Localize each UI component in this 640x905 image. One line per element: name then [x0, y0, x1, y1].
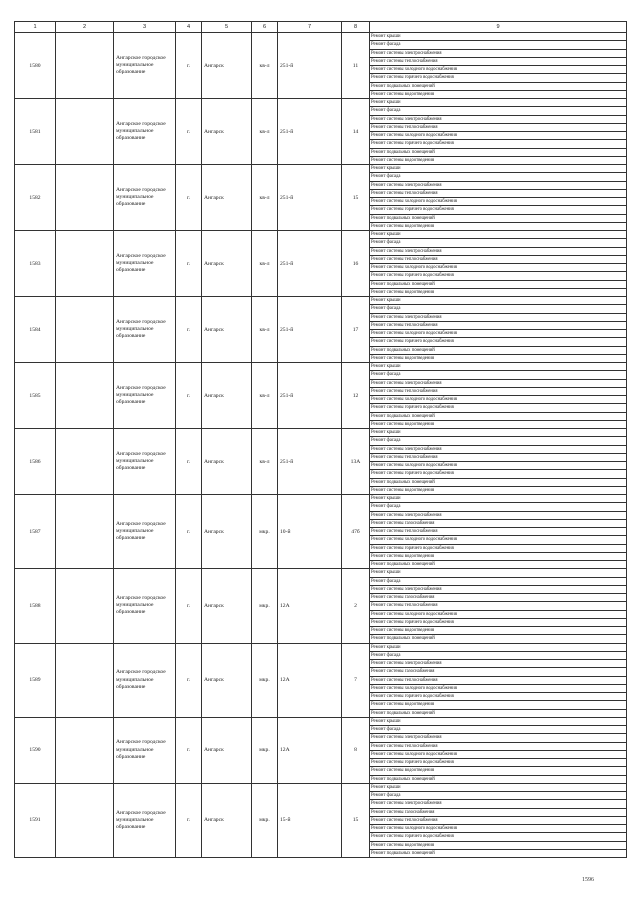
work-type: Ремонт подвальных помещений	[370, 775, 627, 783]
work-type: Ремонт крыши	[370, 231, 627, 239]
work-type: Ремонт подвальных помещений	[370, 561, 627, 569]
work-type: Ремонт системы водоотведения	[370, 627, 627, 635]
settlement-name: Ангарск	[202, 495, 252, 569]
work-type: Ремонт системы горячего водоснабжения	[370, 833, 627, 841]
work-type: Ремонт системы холодного водоснабжения	[370, 396, 627, 404]
column-header-9: 9	[370, 22, 627, 33]
work-type: Ремонт системы горячего водоснабжения	[370, 140, 627, 148]
record-number: 1586	[15, 429, 56, 495]
house-number: 8	[342, 717, 370, 783]
house-number: 15	[342, 165, 370, 231]
work-type: Ремонт системы холодного водоснабжения	[370, 330, 627, 338]
table-row	[15, 363, 627, 371]
street-name: 251-й	[278, 231, 342, 297]
work-type: Ремонт системы водоотведения	[370, 767, 627, 775]
municipality-name: Ангарское городское муниципальное образование	[114, 99, 176, 165]
work-type: Ремонт фасада	[370, 792, 627, 800]
work-type: Ремонт крыши	[370, 429, 627, 437]
column-header-8: 8	[342, 22, 370, 33]
street-type: кв-л	[252, 297, 278, 363]
house-number: 7	[342, 643, 370, 717]
street-name: 251-й	[278, 363, 342, 429]
settlement-type: г.	[176, 495, 202, 569]
work-type: Ремонт системы водоотведения	[370, 841, 627, 849]
work-type: Ремонт системы холодного водоснабжения	[370, 66, 627, 74]
street-type: мкр.	[252, 569, 278, 643]
work-type: Ремонт фасада	[370, 503, 627, 511]
work-type: Ремонт системы горячего водоснабжения	[370, 618, 627, 626]
table-row	[15, 643, 627, 651]
work-type: Ремонт системы холодного водоснабжения	[370, 198, 627, 206]
work-type: Ремонт системы теплоснабжения	[370, 602, 627, 610]
work-type: Ремонт системы горячего водоснабжения	[370, 404, 627, 412]
municipality-name: Ангарское городское муниципальное образование	[114, 33, 176, 99]
settlement-type: г.	[176, 165, 202, 231]
street-type: кв-л	[252, 429, 278, 495]
table-row	[15, 783, 627, 791]
work-type: Ремонт системы газоснабжения	[370, 668, 627, 676]
house-number: 16	[342, 231, 370, 297]
street-type: кв-л	[252, 231, 278, 297]
table-row	[15, 297, 627, 305]
work-type: Ремонт подвальных помещений	[370, 346, 627, 354]
house-number: 2	[342, 569, 370, 643]
municipality-name: Ангарское городское муниципальное образование	[114, 165, 176, 231]
work-type: Ремонт системы горячего водоснабжения	[370, 338, 627, 346]
column-header-3: 3	[114, 22, 176, 33]
settlement-type: г.	[176, 783, 202, 857]
municipality-name: Ангарское городское муниципальное образование	[114, 717, 176, 783]
work-type: Ремонт подвальных помещений	[370, 214, 627, 222]
municipality-name: Ангарское городское муниципальное образование	[114, 783, 176, 857]
work-type: Ремонт подвальных помещений	[370, 412, 627, 420]
work-type: Ремонт крыши	[370, 363, 627, 371]
work-type: Ремонт системы теплоснабжения	[370, 676, 627, 684]
work-type: Ремонт системы водоотведения	[370, 288, 627, 296]
work-type: Ремонт системы электроснабжения	[370, 247, 627, 255]
work-type: Ремонт подвальных помещений	[370, 849, 627, 857]
work-type: Ремонт крыши	[370, 99, 627, 107]
blank-cell	[56, 717, 114, 783]
work-type: Ремонт крыши	[370, 33, 627, 41]
column-header-6: 6	[252, 22, 278, 33]
settlement-type: г.	[176, 717, 202, 783]
work-type: Ремонт крыши	[370, 783, 627, 791]
work-type: Ремонт системы электроснабжения	[370, 800, 627, 808]
header-row	[15, 22, 627, 33]
street-name: 251-й	[278, 99, 342, 165]
work-type: Ремонт подвальных помещений	[370, 478, 627, 486]
work-type: Ремонт системы холодного водоснабжения	[370, 264, 627, 272]
work-type: Ремонт крыши	[370, 495, 627, 503]
work-type: Ремонт системы горячего водоснабжения	[370, 693, 627, 701]
work-type: Ремонт системы холодного водоснабжения	[370, 610, 627, 618]
house-number: 13А	[342, 429, 370, 495]
work-type: Ремонт подвальных помещений	[370, 148, 627, 156]
settlement-type: г.	[176, 297, 202, 363]
work-type: Ремонт системы холодного водоснабжения	[370, 684, 627, 692]
work-type: Ремонт системы горячего водоснабжения	[370, 759, 627, 767]
work-type: Ремонт крыши	[370, 569, 627, 577]
work-type: Ремонт системы холодного водоснабжения	[370, 825, 627, 833]
street-name: 12А	[278, 717, 342, 783]
work-type: Ремонт системы горячего водоснабжения	[370, 470, 627, 478]
municipality-name: Ангарское городское муниципальное образование	[114, 495, 176, 569]
house-number: 11	[342, 33, 370, 99]
work-type: Ремонт фасада	[370, 239, 627, 247]
work-type: Ремонт системы водоотведения	[370, 222, 627, 230]
work-type: Ремонт системы теплоснабжения	[370, 255, 627, 263]
house-number: 12	[342, 363, 370, 429]
work-type: Ремонт системы электроснабжения	[370, 379, 627, 387]
settlement-type: г.	[176, 231, 202, 297]
work-type: Ремонт системы водоотведения	[370, 486, 627, 494]
blank-cell	[56, 99, 114, 165]
settlement-name: Ангарск	[202, 643, 252, 717]
record-number: 1585	[15, 363, 56, 429]
record-number: 1580	[15, 33, 56, 99]
work-type: Ремонт системы теплоснабжения	[370, 57, 627, 65]
settlement-name: Ангарск	[202, 717, 252, 783]
blank-cell	[56, 495, 114, 569]
house-number: 15	[342, 783, 370, 857]
street-type: кв-л	[252, 363, 278, 429]
street-type: мкр.	[252, 495, 278, 569]
work-type: Ремонт системы горячего водоснабжения	[370, 206, 627, 214]
work-type: Ремонт фасада	[370, 651, 627, 659]
street-type: мкр.	[252, 783, 278, 857]
work-type: Ремонт системы холодного водоснабжения	[370, 750, 627, 758]
settlement-name: Ангарск	[202, 165, 252, 231]
table-row	[15, 495, 627, 503]
blank-cell	[56, 165, 114, 231]
settlement-name: Ангарск	[202, 297, 252, 363]
street-type: кв-л	[252, 99, 278, 165]
record-number: 1589	[15, 643, 56, 717]
work-type: Ремонт системы электроснабжения	[370, 585, 627, 593]
record-number: 1587	[15, 495, 56, 569]
house-number: 17	[342, 297, 370, 363]
work-type: Ремонт системы электроснабжения	[370, 181, 627, 189]
work-type: Ремонт фасада	[370, 577, 627, 585]
street-name: 251-й	[278, 429, 342, 495]
work-type: Ремонт системы холодного водоснабжения	[370, 536, 627, 544]
table-row	[15, 429, 627, 437]
blank-cell	[56, 231, 114, 297]
blank-cell	[56, 33, 114, 99]
column-header-1: 1	[15, 22, 56, 33]
work-type: Ремонт системы водоотведения	[370, 552, 627, 560]
record-number: 1581	[15, 99, 56, 165]
work-type: Ремонт фасада	[370, 726, 627, 734]
work-type: Ремонт фасада	[370, 107, 627, 115]
work-type: Ремонт подвальных помещений	[370, 709, 627, 717]
work-type: Ремонт фасада	[370, 41, 627, 49]
work-type: Ремонт системы теплоснабжения	[370, 387, 627, 395]
work-type: Ремонт фасада	[370, 305, 627, 313]
column-header-7: 7	[278, 22, 342, 33]
work-type: Ремонт подвальных помещений	[370, 635, 627, 643]
record-number: 1588	[15, 569, 56, 643]
work-type: Ремонт системы теплоснабжения	[370, 453, 627, 461]
page-number: 1596	[582, 877, 594, 883]
street-name: 251-й	[278, 33, 342, 99]
blank-cell	[56, 429, 114, 495]
record-number: 1583	[15, 231, 56, 297]
work-type: Ремонт системы горячего водоснабжения	[370, 272, 627, 280]
settlement-type: г.	[176, 363, 202, 429]
work-type: Ремонт системы электроснабжения	[370, 49, 627, 57]
work-type: Ремонт системы теплоснабжения	[370, 528, 627, 536]
work-type: Ремонт крыши	[370, 165, 627, 173]
settlement-name: Ангарск	[202, 33, 252, 99]
settlement-type: г.	[176, 33, 202, 99]
work-type: Ремонт системы теплоснабжения	[370, 189, 627, 197]
work-type: Ремонт системы электроснабжения	[370, 511, 627, 519]
work-type: Ремонт фасада	[370, 437, 627, 445]
work-type: Ремонт системы теплоснабжения	[370, 123, 627, 131]
work-type: Ремонт крыши	[370, 297, 627, 305]
work-type: Ремонт системы водоотведения	[370, 90, 627, 98]
work-type: Ремонт системы холодного водоснабжения	[370, 132, 627, 140]
work-type: Ремонт системы газоснабжения	[370, 808, 627, 816]
street-name: 10-й	[278, 495, 342, 569]
settlement-type: г.	[176, 99, 202, 165]
street-type: кв-л	[252, 165, 278, 231]
column-header-2: 2	[56, 22, 114, 33]
record-number: 1590	[15, 717, 56, 783]
work-type: Ремонт системы водоотведения	[370, 420, 627, 428]
municipality-name: Ангарское городское муниципальное образование	[114, 429, 176, 495]
record-number: 1582	[15, 165, 56, 231]
settlement-name: Ангарск	[202, 363, 252, 429]
blank-cell	[56, 363, 114, 429]
work-type: Ремонт фасада	[370, 371, 627, 379]
settlement-name: Ангарск	[202, 429, 252, 495]
street-type: мкр.	[252, 643, 278, 717]
street-name: 251-й	[278, 165, 342, 231]
settlement-name: Ангарск	[202, 231, 252, 297]
work-type: Ремонт системы электроснабжения	[370, 734, 627, 742]
record-number: 1584	[15, 297, 56, 363]
work-type: Ремонт фасада	[370, 173, 627, 181]
settlement-type: г.	[176, 643, 202, 717]
settlement-type: г.	[176, 429, 202, 495]
table-header	[15, 22, 627, 33]
settlement-type: г.	[176, 569, 202, 643]
blank-cell	[56, 643, 114, 717]
table-row	[15, 165, 627, 173]
work-type: Ремонт системы холодного водоснабжения	[370, 462, 627, 470]
repair-program-table	[14, 21, 627, 858]
table-row	[15, 717, 627, 725]
work-type: Ремонт системы электроснабжения	[370, 445, 627, 453]
street-name: 12А	[278, 643, 342, 717]
table-row	[15, 231, 627, 239]
street-name: 12А	[278, 569, 342, 643]
municipality-name: Ангарское городское муниципальное образование	[114, 297, 176, 363]
work-type: Ремонт системы электроснабжения	[370, 660, 627, 668]
work-type: Ремонт подвальных помещений	[370, 280, 627, 288]
record-number: 1591	[15, 783, 56, 857]
work-type: Ремонт системы водоотведения	[370, 156, 627, 164]
column-header-5: 5	[202, 22, 252, 33]
work-type: Ремонт системы теплоснабжения	[370, 816, 627, 824]
table-row	[15, 99, 627, 107]
table-row	[15, 33, 627, 41]
work-type: Ремонт системы водоотведения	[370, 701, 627, 709]
street-name: 251-й	[278, 297, 342, 363]
work-type: Ремонт крыши	[370, 643, 627, 651]
work-type: Ремонт подвальных помещений	[370, 82, 627, 90]
work-type: Ремонт системы теплоснабжения	[370, 742, 627, 750]
work-type: Ремонт системы водоотведения	[370, 354, 627, 362]
settlement-name: Ангарск	[202, 569, 252, 643]
street-name: 15-й	[278, 783, 342, 857]
settlement-name: Ангарск	[202, 783, 252, 857]
work-type: Ремонт системы горячего водоснабжения	[370, 544, 627, 552]
blank-cell	[56, 569, 114, 643]
work-type: Ремонт системы электроснабжения	[370, 115, 627, 123]
work-type: Ремонт крыши	[370, 717, 627, 725]
municipality-name: Ангарское городское муниципальное образование	[114, 643, 176, 717]
blank-cell	[56, 297, 114, 363]
work-type: Ремонт системы теплоснабжения	[370, 321, 627, 329]
work-type: Ремонт системы газоснабжения	[370, 594, 627, 602]
house-number: 47б	[342, 495, 370, 569]
blank-cell	[56, 783, 114, 857]
municipality-name: Ангарское городское муниципальное образование	[114, 231, 176, 297]
municipality-name: Ангарское городское муниципальное образование	[114, 363, 176, 429]
table-body	[15, 33, 627, 858]
house-number: 14	[342, 99, 370, 165]
table-row	[15, 569, 627, 577]
work-type: Ремонт системы электроснабжения	[370, 313, 627, 321]
settlement-name: Ангарск	[202, 99, 252, 165]
column-header-4: 4	[176, 22, 202, 33]
work-type: Ремонт системы газоснабжения	[370, 519, 627, 527]
street-type: мкр.	[252, 717, 278, 783]
work-type: Ремонт системы горячего водоснабжения	[370, 74, 627, 82]
municipality-name: Ангарское городское муниципальное образование	[114, 569, 176, 643]
street-type: кв-л	[252, 33, 278, 99]
